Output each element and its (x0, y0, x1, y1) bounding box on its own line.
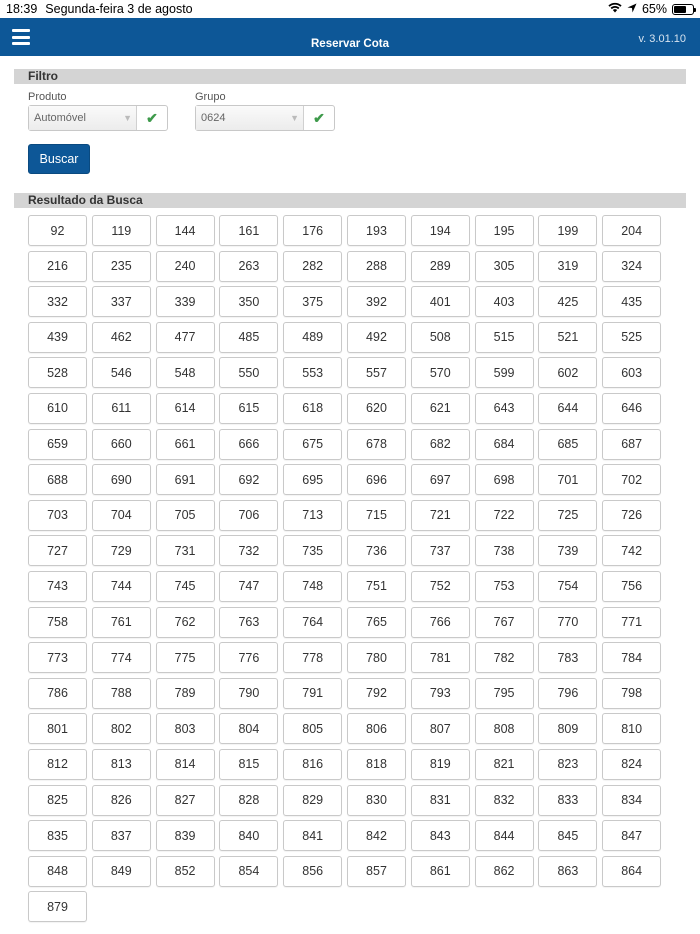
app-version: v. 3.01.10 (638, 33, 686, 45)
quota-number-button[interactable]: 727 (28, 535, 87, 566)
produto-label: Produto (28, 91, 67, 103)
quota-number-button[interactable]: 703 (28, 500, 87, 531)
quota-number-button[interactable]: 770 (538, 607, 597, 638)
quota-number-button[interactable]: 701 (538, 464, 597, 495)
produto-select[interactable] (29, 106, 137, 130)
quota-number-button[interactable]: 793 (411, 678, 470, 709)
quota-number-button[interactable]: 852 (156, 856, 215, 887)
quota-number-button[interactable]: 753 (475, 571, 534, 602)
chevron-down-icon: ▼ (290, 113, 299, 123)
quota-number-button[interactable]: 610 (28, 393, 87, 424)
quota-number-button[interactable]: 515 (475, 322, 534, 353)
page-title: Reservar Cota (311, 38, 389, 50)
quota-number-button[interactable]: 833 (538, 785, 597, 816)
quota-number-button[interactable]: 690 (92, 464, 151, 495)
quota-number-button[interactable]: 828 (219, 785, 278, 816)
produto-value: Automóvel (34, 112, 86, 124)
filter-heading: Filtro (14, 69, 686, 84)
quota-number-button[interactable]: 805 (283, 713, 342, 744)
quota-number-button[interactable]: 659 (28, 429, 87, 460)
quota-number-button[interactable]: 403 (475, 286, 534, 317)
quota-number-button[interactable]: 620 (347, 393, 406, 424)
quota-number-button[interactable]: 765 (347, 607, 406, 638)
quota-number-button[interactable]: 199 (538, 215, 597, 246)
quota-number-button[interactable]: 842 (347, 820, 406, 851)
quota-number-button[interactable]: 392 (347, 286, 406, 317)
quota-number-button[interactable]: 774 (92, 642, 151, 673)
quota-number-button[interactable]: 748 (283, 571, 342, 602)
quota-number-button[interactable]: 830 (347, 785, 406, 816)
quota-number-button[interactable]: 742 (602, 535, 661, 566)
quota-number-button[interactable]: 696 (347, 464, 406, 495)
quota-number-button[interactable]: 704 (92, 500, 151, 531)
quota-number-button[interactable]: 722 (475, 500, 534, 531)
quota-number-button[interactable]: 738 (475, 535, 534, 566)
quota-number-button[interactable]: 832 (475, 785, 534, 816)
status-time: 18:39 (6, 2, 38, 16)
quota-number-button[interactable]: 698 (475, 464, 534, 495)
quota-number-button[interactable]: 834 (602, 785, 661, 816)
grupo-label: Grupo (195, 91, 226, 103)
quota-number-button[interactable]: 666 (219, 429, 278, 460)
quota-number-button[interactable]: 839 (156, 820, 215, 851)
quota-number-button[interactable]: 195 (475, 215, 534, 246)
quota-number-button[interactable]: 751 (347, 571, 406, 602)
quota-number-button[interactable]: 691 (156, 464, 215, 495)
quota-number-button[interactable]: 324 (602, 251, 661, 282)
quota-number-button[interactable]: 688 (28, 464, 87, 495)
quota-number-button[interactable]: 776 (219, 642, 278, 673)
results-grid (28, 215, 700, 922)
quota-number-button[interactable]: 92 (28, 215, 87, 246)
quota-number-button[interactable]: 644 (538, 393, 597, 424)
quota-number-button[interactable]: 706 (219, 500, 278, 531)
quota-number-button[interactable]: 618 (283, 393, 342, 424)
quota-number-button[interactable]: 784 (602, 642, 661, 673)
quota-number-button[interactable]: 282 (283, 251, 342, 282)
quota-number-button[interactable]: 767 (475, 607, 534, 638)
quota-number-button[interactable]: 119 (92, 215, 151, 246)
quota-number-button[interactable]: 737 (411, 535, 470, 566)
quota-number-button[interactable]: 425 (538, 286, 597, 317)
quota-number-button[interactable]: 848 (28, 856, 87, 887)
quota-number-button[interactable]: 819 (411, 749, 470, 780)
quota-number-button[interactable]: 337 (92, 286, 151, 317)
quota-number-button[interactable]: 615 (219, 393, 278, 424)
grupo-select[interactable] (196, 106, 304, 130)
quota-number-button[interactable]: 790 (219, 678, 278, 709)
quota-number-button[interactable]: 756 (602, 571, 661, 602)
quota-number-button[interactable]: 194 (411, 215, 470, 246)
quota-number-button[interactable]: 783 (538, 642, 597, 673)
quota-number-button[interactable]: 684 (475, 429, 534, 460)
quota-number-button[interactable]: 557 (347, 357, 406, 388)
status-date: Segunda-feira 3 de agosto (45, 2, 193, 16)
quota-number-button[interactable]: 602 (538, 357, 597, 388)
quota-number-button[interactable]: 729 (92, 535, 151, 566)
quota-number-button[interactable]: 821 (475, 749, 534, 780)
quota-number-button[interactable]: 614 (156, 393, 215, 424)
quota-number-button[interactable]: 809 (538, 713, 597, 744)
quota-number-button[interactable]: 705 (156, 500, 215, 531)
quota-number-button[interactable]: 826 (92, 785, 151, 816)
quota-number-button[interactable]: 176 (283, 215, 342, 246)
quota-number-button[interactable]: 847 (602, 820, 661, 851)
quota-number-button[interactable]: 682 (411, 429, 470, 460)
quota-number-button[interactable]: 786 (28, 678, 87, 709)
results-heading: Resultado da Busca (14, 193, 686, 208)
quota-number-button[interactable]: 807 (411, 713, 470, 744)
quota-number-button[interactable]: 721 (411, 500, 470, 531)
grupo-control (195, 105, 335, 131)
quota-number-button[interactable]: 781 (411, 642, 470, 673)
quota-number-button[interactable]: 831 (411, 785, 470, 816)
quota-number-button[interactable]: 815 (219, 749, 278, 780)
battery-fill (674, 6, 686, 13)
produto-confirm-button[interactable] (137, 106, 167, 130)
quota-number-button[interactable]: 835 (28, 820, 87, 851)
quota-number-button[interactable]: 808 (475, 713, 534, 744)
quota-number-button[interactable]: 692 (219, 464, 278, 495)
quota-number-button[interactable]: 731 (156, 535, 215, 566)
filter-row (28, 91, 700, 131)
quota-number-button[interactable]: 754 (538, 571, 597, 602)
quota-number-button[interactable]: 713 (283, 500, 342, 531)
quota-number-button[interactable]: 599 (475, 357, 534, 388)
quota-number-button[interactable]: 739 (538, 535, 597, 566)
produto-control (28, 105, 168, 131)
quota-number-button[interactable]: 745 (156, 571, 215, 602)
quota-number-button[interactable]: 508 (411, 322, 470, 353)
quota-number-button[interactable]: 818 (347, 749, 406, 780)
quota-number-button[interactable]: 611 (92, 393, 151, 424)
quota-number-button[interactable]: 764 (283, 607, 342, 638)
battery-icon (672, 4, 694, 15)
quota-number-button[interactable]: 621 (411, 393, 470, 424)
quota-number-button[interactable]: 332 (28, 286, 87, 317)
quota-number-button[interactable]: 305 (475, 251, 534, 282)
quota-number-button[interactable]: 263 (219, 251, 278, 282)
produto-filter (28, 91, 168, 131)
quota-number-button[interactable]: 702 (602, 464, 661, 495)
quota-number-button[interactable]: 792 (347, 678, 406, 709)
quota-number-button[interactable]: 401 (411, 286, 470, 317)
quota-number-button[interactable]: 761 (92, 607, 151, 638)
quota-number-button[interactable]: 339 (156, 286, 215, 317)
quota-number-button[interactable]: 789 (156, 678, 215, 709)
quota-number-button[interactable]: 161 (219, 215, 278, 246)
quota-number-button[interactable]: 841 (283, 820, 342, 851)
quota-number-button[interactable]: 773 (28, 642, 87, 673)
quota-number-button[interactable]: 570 (411, 357, 470, 388)
grupo-confirm-button[interactable] (304, 106, 334, 130)
quota-number-button[interactable]: 546 (92, 357, 151, 388)
quota-number-button[interactable]: 350 (219, 286, 278, 317)
quota-number-button[interactable]: 548 (156, 357, 215, 388)
status-bar (0, 0, 700, 18)
location-arrow-icon (627, 2, 637, 16)
quota-number-button[interactable]: 788 (92, 678, 151, 709)
quota-number-button[interactable]: 752 (411, 571, 470, 602)
quota-number-button[interactable]: 824 (602, 749, 661, 780)
quota-number-button[interactable]: 864 (602, 856, 661, 887)
quota-number-button[interactable]: 732 (219, 535, 278, 566)
quota-number-button[interactable]: 489 (283, 322, 342, 353)
quota-number-button[interactable]: 726 (602, 500, 661, 531)
quota-number-button[interactable]: 462 (92, 322, 151, 353)
quota-number-button[interactable]: 879 (28, 891, 87, 922)
quota-number-button[interactable]: 798 (602, 678, 661, 709)
quota-number-button[interactable]: 695 (283, 464, 342, 495)
quota-number-button[interactable]: 743 (28, 571, 87, 602)
quota-number-button[interactable]: 144 (156, 215, 215, 246)
quota-number-button[interactable]: 782 (475, 642, 534, 673)
quota-number-button[interactable]: 849 (92, 856, 151, 887)
quota-number-button[interactable]: 697 (411, 464, 470, 495)
quota-number-button[interactable]: 823 (538, 749, 597, 780)
quota-number-button[interactable]: 863 (538, 856, 597, 887)
quota-number-button[interactable]: 485 (219, 322, 278, 353)
grupo-filter (195, 91, 335, 131)
quota-number-button[interactable]: 319 (538, 251, 597, 282)
quota-number-button[interactable]: 193 (347, 215, 406, 246)
quota-number-button[interactable]: 791 (283, 678, 342, 709)
quota-number-button[interactable]: 813 (92, 749, 151, 780)
grupo-value: 0624 (201, 112, 226, 124)
quota-number-button[interactable]: 762 (156, 607, 215, 638)
quota-number-button[interactable]: 803 (156, 713, 215, 744)
quota-number-button[interactable]: 477 (156, 322, 215, 353)
quota-number-button[interactable]: 204 (602, 215, 661, 246)
quota-number-button[interactable]: 289 (411, 251, 470, 282)
quota-number-button[interactable]: 829 (283, 785, 342, 816)
quota-number-button[interactable]: 553 (283, 357, 342, 388)
quota-number-button[interactable]: 216 (28, 251, 87, 282)
quota-number-button[interactable]: 435 (602, 286, 661, 317)
quota-number-button[interactable]: 521 (538, 322, 597, 353)
quota-number-button[interactable]: 825 (28, 785, 87, 816)
quota-number-button[interactable]: 492 (347, 322, 406, 353)
quota-number-button[interactable]: 603 (602, 357, 661, 388)
battery-percent: 65% (641, 2, 667, 16)
quota-number-button[interactable]: 766 (411, 607, 470, 638)
search-button[interactable]: Buscar (28, 144, 90, 174)
quota-number-button[interactable]: 854 (219, 856, 278, 887)
quota-number-button[interactable]: 375 (283, 286, 342, 317)
quota-number-button[interactable]: 763 (219, 607, 278, 638)
quota-number-button[interactable]: 725 (538, 500, 597, 531)
quota-number-button[interactable]: 801 (28, 713, 87, 744)
quota-number-button[interactable]: 736 (347, 535, 406, 566)
quota-number-button[interactable]: 810 (602, 713, 661, 744)
quota-number-button[interactable]: 802 (92, 713, 151, 744)
wifi-icon (608, 2, 622, 16)
quota-number-button[interactable]: 856 (283, 856, 342, 887)
quota-number-button[interactable]: 715 (347, 500, 406, 531)
quota-number-button[interactable]: 675 (283, 429, 342, 460)
quota-number-button[interactable]: 643 (475, 393, 534, 424)
quota-number-button[interactable]: 837 (92, 820, 151, 851)
quota-number-button[interactable]: 660 (92, 429, 151, 460)
quota-number-button[interactable]: 843 (411, 820, 470, 851)
quota-number-button[interactable]: 525 (602, 322, 661, 353)
quota-number-button[interactable]: 795 (475, 678, 534, 709)
quota-number-button[interactable]: 288 (347, 251, 406, 282)
quota-number-button[interactable]: 840 (219, 820, 278, 851)
quota-number-button[interactable]: 235 (92, 251, 151, 282)
checkmark-icon: ✔ (146, 109, 158, 126)
quota-number-button[interactable]: 747 (219, 571, 278, 602)
quota-number-button[interactable]: 646 (602, 393, 661, 424)
quota-number-button[interactable]: 862 (475, 856, 534, 887)
quota-number-button[interactable]: 528 (28, 357, 87, 388)
quota-number-button[interactable]: 812 (28, 749, 87, 780)
quota-number-button[interactable]: 806 (347, 713, 406, 744)
navbar (0, 18, 700, 56)
quota-number-button[interactable]: 827 (156, 785, 215, 816)
quota-number-button[interactable]: 685 (538, 429, 597, 460)
quota-number-button[interactable]: 550 (219, 357, 278, 388)
quota-number-button[interactable]: 771 (602, 607, 661, 638)
quota-number-button[interactable]: 814 (156, 749, 215, 780)
quota-number-button[interactable]: 758 (28, 607, 87, 638)
quota-number-button[interactable]: 439 (28, 322, 87, 353)
quota-number-button[interactable]: 778 (283, 642, 342, 673)
quota-number-button[interactable]: 240 (156, 251, 215, 282)
quota-number-button[interactable]: 816 (283, 749, 342, 780)
quota-number-button[interactable]: 857 (347, 856, 406, 887)
quota-number-button[interactable]: 845 (538, 820, 597, 851)
chevron-down-icon: ▼ (123, 113, 132, 123)
quota-number-button[interactable]: 735 (283, 535, 342, 566)
quota-number-button[interactable]: 661 (156, 429, 215, 460)
quota-number-button[interactable]: 678 (347, 429, 406, 460)
quota-number-button[interactable]: 780 (347, 642, 406, 673)
checkmark-icon: ✔ (313, 109, 325, 126)
quota-number-button[interactable]: 804 (219, 713, 278, 744)
quota-number-button[interactable]: 796 (538, 678, 597, 709)
quota-number-button[interactable]: 861 (411, 856, 470, 887)
quota-number-button[interactable]: 844 (475, 820, 534, 851)
quota-number-button[interactable]: 687 (602, 429, 661, 460)
quota-number-button[interactable]: 775 (156, 642, 215, 673)
quota-number-button[interactable]: 744 (92, 571, 151, 602)
